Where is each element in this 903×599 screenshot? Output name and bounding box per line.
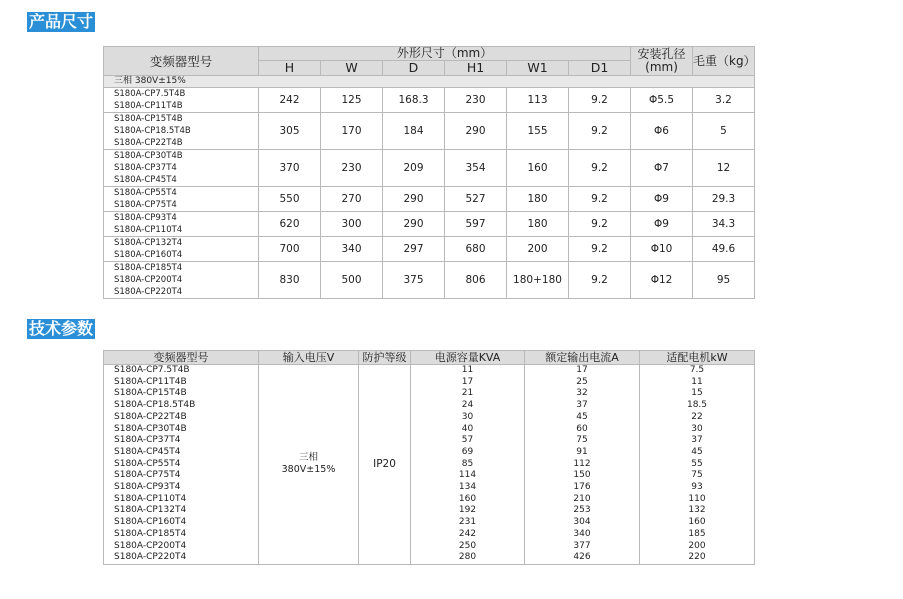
motor-power-value: 200 xyxy=(640,541,755,553)
model-name: S180A-CP37T4 xyxy=(104,162,259,174)
motor-power-value: 132 xyxy=(640,505,755,517)
rated-current-value: 25 xyxy=(525,377,640,389)
table-row xyxy=(104,400,755,412)
table-row xyxy=(104,529,755,541)
rated-current-value: 377 xyxy=(525,541,640,553)
table-row xyxy=(104,552,755,564)
dimension-value-h: 550 xyxy=(259,187,321,212)
motor-power-value: 15 xyxy=(640,388,755,400)
dimension-value-weight: 34.3 xyxy=(693,212,755,237)
rated-current-value: 75 xyxy=(525,435,640,447)
power-capacity-value: 69 xyxy=(411,447,525,459)
dimension-value-w1: 180 xyxy=(507,212,569,237)
table-row xyxy=(104,424,755,436)
model-name: S180A-CP30T4B xyxy=(104,150,259,163)
model-name: S180A-CP75T4 xyxy=(104,470,259,482)
dimension-value-w: 125 xyxy=(321,88,383,113)
rated-current-value: 32 xyxy=(525,388,640,400)
power-capacity-value: 242 xyxy=(411,529,525,541)
motor-power-value: 93 xyxy=(640,482,755,494)
dimension-value-w: 230 xyxy=(321,150,383,187)
motor-power-value: 185 xyxy=(640,529,755,541)
model-name: S180A-CP200T4 xyxy=(104,274,259,286)
power-capacity-value: 24 xyxy=(411,400,525,412)
header-col-W: W xyxy=(321,61,383,76)
model-name: S180A-CP11T4B xyxy=(104,100,259,113)
dimension-value-d: 209 xyxy=(383,150,445,187)
motor-power-value: 75 xyxy=(640,470,755,482)
dimension-value-hole: Φ5.5 xyxy=(631,88,693,113)
model-name: S180A-CP220T4 xyxy=(104,552,259,564)
table-row xyxy=(104,435,755,447)
model-name: S180A-CP11T4B xyxy=(104,377,259,389)
power-capacity-value: 280 xyxy=(411,552,525,564)
rated-current-value: 176 xyxy=(525,482,640,494)
dimension-value-w1: 180+180 xyxy=(507,262,569,299)
table-row xyxy=(104,377,755,389)
header-protection-class: 防护等级 xyxy=(359,351,411,365)
rated-current-value: 60 xyxy=(525,424,640,436)
header-model: 变频器型号 xyxy=(104,47,259,76)
model-name: S180A-CP45T4 xyxy=(104,447,259,459)
dimensions-table xyxy=(103,46,755,299)
power-capacity-value: 250 xyxy=(411,541,525,553)
dimension-value-hole: Φ9 xyxy=(631,187,693,212)
dimension-value-w1: 160 xyxy=(507,150,569,187)
rated-current-value: 91 xyxy=(525,447,640,459)
header-hole-diameter: 安装孔径 (mm) xyxy=(631,47,693,76)
dimension-value-w: 340 xyxy=(321,237,383,262)
dimension-value-hole: Φ10 xyxy=(631,237,693,262)
model-name: S180A-CP22T4B xyxy=(104,137,259,150)
section-title-technical-parameters: 技术参数 xyxy=(29,319,94,338)
motor-power-value: 37 xyxy=(640,435,755,447)
section-title-product-dimensions: 产品尺寸 xyxy=(29,12,94,31)
model-name: S180A-CP132T4 xyxy=(104,237,259,250)
table-row xyxy=(104,459,755,471)
model-name: S180A-CP160T4 xyxy=(104,249,259,262)
motor-power-value: 110 xyxy=(640,494,755,506)
motor-power-value: 18.5 xyxy=(640,400,755,412)
model-name: S180A-CP18.5T4B xyxy=(104,125,259,137)
power-capacity-value: 114 xyxy=(411,470,525,482)
rated-current-value: 45 xyxy=(525,412,640,424)
input-voltage-value: 三相 380V±15% xyxy=(259,365,359,565)
dimension-value-d1: 9.2 xyxy=(569,113,631,150)
header-model: 变频器型号 xyxy=(104,351,259,365)
dimension-value-weight: 49.6 xyxy=(693,237,755,262)
dimension-value-d1: 9.2 xyxy=(569,150,631,187)
dimension-value-h1: 806 xyxy=(445,262,507,299)
motor-power-value: 30 xyxy=(640,424,755,436)
dimension-value-w1: 113 xyxy=(507,88,569,113)
model-name: S180A-CP185T4 xyxy=(104,262,259,275)
dimension-value-d1: 9.2 xyxy=(569,262,631,299)
header-motor-power: 适配电机kW xyxy=(640,351,755,365)
model-name: S180A-CP7.5T4B xyxy=(104,365,259,377)
power-capacity-value: 30 xyxy=(411,412,525,424)
table-row xyxy=(104,517,755,529)
dimension-value-h: 305 xyxy=(259,113,321,150)
dimension-value-weight: 5 xyxy=(693,113,755,150)
model-name: S180A-CP93T4 xyxy=(104,482,259,494)
header-input-voltage: 输入电压V xyxy=(259,351,359,365)
rated-current-value: 150 xyxy=(525,470,640,482)
model-name: S180A-CP200T4 xyxy=(104,541,259,553)
motor-power-value: 7.5 xyxy=(640,365,755,377)
model-name: S180A-CP15T4B xyxy=(104,388,259,400)
dimension-value-d: 184 xyxy=(383,113,445,150)
motor-power-value: 22 xyxy=(640,412,755,424)
dimension-value-w: 500 xyxy=(321,262,383,299)
dimension-value-d1: 9.2 xyxy=(569,212,631,237)
model-name: S180A-CP110T4 xyxy=(104,494,259,506)
table-row xyxy=(104,494,755,506)
header-col-D1: D1 xyxy=(569,61,631,76)
dimension-value-d: 290 xyxy=(383,212,445,237)
motor-power-value: 220 xyxy=(640,552,755,564)
header-col-D: D xyxy=(383,61,445,76)
power-capacity-value: 21 xyxy=(411,388,525,400)
model-name: S180A-CP45T4 xyxy=(104,174,259,187)
dimension-value-h1: 354 xyxy=(445,150,507,187)
model-name: S180A-CP30T4B xyxy=(104,424,259,436)
table-row xyxy=(104,447,755,459)
motor-power-value: 55 xyxy=(640,459,755,471)
model-name: S180A-CP75T4 xyxy=(104,199,259,212)
dimension-value-w: 170 xyxy=(321,113,383,150)
rated-current-value: 210 xyxy=(525,494,640,506)
power-capacity-value: 40 xyxy=(411,424,525,436)
model-name: S180A-CP160T4 xyxy=(104,517,259,529)
model-name: S180A-CP132T4 xyxy=(104,505,259,517)
dimension-value-h: 242 xyxy=(259,88,321,113)
model-name: S180A-CP7.5T4B xyxy=(104,88,259,101)
table-row xyxy=(104,470,755,482)
power-capacity-value: 160 xyxy=(411,494,525,506)
dimension-value-weight: 12 xyxy=(693,150,755,187)
model-name: S180A-CP18.5T4B xyxy=(104,400,259,412)
protection-class-value: IP20 xyxy=(359,365,411,565)
power-capacity-value: 11 xyxy=(411,365,525,377)
dimension-value-w: 300 xyxy=(321,212,383,237)
dimension-value-hole: Φ9 xyxy=(631,212,693,237)
model-name: S180A-CP22T4B xyxy=(104,412,259,424)
rated-current-value: 340 xyxy=(525,529,640,541)
rated-current-value: 112 xyxy=(525,459,640,471)
header-col-H: H xyxy=(259,61,321,76)
table-row xyxy=(104,505,755,517)
dimension-value-h1: 527 xyxy=(445,187,507,212)
dimension-value-h1: 290 xyxy=(445,113,507,150)
model-name: S180A-CP220T4 xyxy=(104,286,259,299)
dimension-value-w: 270 xyxy=(321,187,383,212)
model-name: S180A-CP185T4 xyxy=(104,529,259,541)
dimension-value-d1: 9.2 xyxy=(569,237,631,262)
motor-power-value: 11 xyxy=(640,377,755,389)
dimension-value-d: 168.3 xyxy=(383,88,445,113)
dimension-value-w1: 155 xyxy=(507,113,569,150)
dimension-value-d: 375 xyxy=(383,262,445,299)
dimension-value-h: 830 xyxy=(259,262,321,299)
dimension-value-h: 620 xyxy=(259,212,321,237)
model-name: S180A-CP93T4 xyxy=(104,212,259,225)
rated-current-value: 253 xyxy=(525,505,640,517)
header-dimensions-group: 外形尺寸（mm） xyxy=(259,47,631,61)
table-row xyxy=(104,541,755,553)
header-col-H1: H1 xyxy=(445,61,507,76)
dimension-value-d1: 9.2 xyxy=(569,88,631,113)
dimension-value-d: 297 xyxy=(383,237,445,262)
dimension-value-hole: Φ12 xyxy=(631,262,693,299)
dimension-value-weight: 95 xyxy=(693,262,755,299)
rated-current-value: 17 xyxy=(525,365,640,377)
dimension-value-h1: 597 xyxy=(445,212,507,237)
header-weight: 毛重（kg） xyxy=(693,47,755,76)
power-capacity-value: 231 xyxy=(411,517,525,529)
dimension-value-w1: 180 xyxy=(507,187,569,212)
rated-current-value: 37 xyxy=(525,400,640,412)
model-name: S180A-CP110T4 xyxy=(104,224,259,237)
dimension-value-w1: 200 xyxy=(507,237,569,262)
voltage-group-label: 三相 380V±15% xyxy=(104,76,755,88)
rated-current-value: 426 xyxy=(525,552,640,564)
dimension-value-d1: 9.2 xyxy=(569,187,631,212)
motor-power-value: 45 xyxy=(640,447,755,459)
model-name: S180A-CP55T4 xyxy=(104,459,259,471)
model-name: S180A-CP15T4B xyxy=(104,113,259,126)
table-row xyxy=(104,412,755,424)
motor-power-value: 160 xyxy=(640,517,755,529)
header-power-capacity: 电源容量KVA xyxy=(411,351,525,365)
dimension-value-weight: 29.3 xyxy=(693,187,755,212)
header-col-W1: W1 xyxy=(507,61,569,76)
dimension-value-hole: Φ6 xyxy=(631,113,693,150)
dimension-value-h1: 230 xyxy=(445,88,507,113)
technical-parameters-table xyxy=(103,350,755,565)
rated-current-value: 304 xyxy=(525,517,640,529)
model-name: S180A-CP55T4 xyxy=(104,187,259,200)
power-capacity-value: 17 xyxy=(411,377,525,389)
table-row xyxy=(104,482,755,494)
dimension-value-h: 700 xyxy=(259,237,321,262)
power-capacity-value: 57 xyxy=(411,435,525,447)
header-rated-output-current: 额定输出电流A xyxy=(525,351,640,365)
power-capacity-value: 134 xyxy=(411,482,525,494)
dimension-value-weight: 3.2 xyxy=(693,88,755,113)
table-row xyxy=(104,365,755,377)
power-capacity-value: 192 xyxy=(411,505,525,517)
dimension-value-d: 290 xyxy=(383,187,445,212)
dimension-value-h: 370 xyxy=(259,150,321,187)
dimension-value-h1: 680 xyxy=(445,237,507,262)
model-name: S180A-CP37T4 xyxy=(104,435,259,447)
dimension-value-hole: Φ7 xyxy=(631,150,693,187)
power-capacity-value: 85 xyxy=(411,459,525,471)
table-row xyxy=(104,388,755,400)
